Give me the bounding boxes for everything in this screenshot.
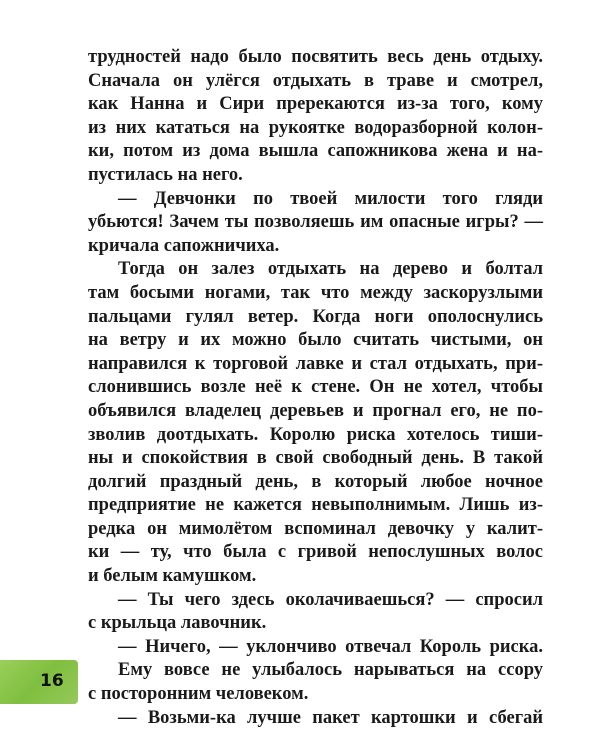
text-line: направился к торговой лавке и стал отдыхать, при- [88,353,543,374]
text-line: долгий праздный день, в который любое ночное [88,471,543,492]
text-line: — Ты чего здесь околачиваешься? — спросил [118,589,543,610]
text-line: и белым камушком. [88,566,257,587]
text-line: редка он мимолётом вспоминал девочку у калит- [88,518,543,539]
text-line: с посторонним человеком. [88,684,309,705]
text-line: там босыми ногами, так что между заскорузлыми [88,282,543,303]
text-line: объявился владелец деревьев и прогнал его, не по- [88,400,543,421]
page-number: 16 [40,671,64,691]
text-line: кричала сапожничиха. [88,235,280,256]
text-line: ки, потом из дома вышла сапожникова жена и на- [88,141,543,162]
text-line: на ветру и их можно было считать чистыми, он [88,330,543,351]
text-line: как Нанна и Сири пререкаются из-за того, кому [88,94,543,115]
page-number-badge [0,660,78,704]
text-line: убьются! Зачем ты позволяешь им опасные игры? — [88,212,543,233]
page-text [88,46,543,730]
text-line: с крыльца лавочник. [88,613,267,634]
text-line: из них кататься на рукоятке водоразборной колон- [88,117,543,138]
text-line: Сначала он улёгся отдыхать в траве и смотрел, [88,70,543,91]
text-line: слонившись возле неё к стене. Он не хотел, чтобы [88,377,543,398]
text-line: Тогда он залез отдыхать на дерево и болтал [118,259,543,280]
text-line: — Ничего, — уклончиво отвечал Король риска. [118,636,543,657]
text-line: предприятие не кажется невыполнимым. Лишь из- [88,495,543,516]
text-line: трудностей надо было посвятить весь день отдыху. [88,47,543,67]
text-line: Ему вовсе не улыбалось нарываться на ссору [118,660,543,681]
text-line: ны и спокойствия в свой свободный день. В такой [88,448,543,469]
text-line: зволив доотдыхать. Королю риска хотелось тиши- [88,424,543,445]
text-line: пустилась на него. [88,164,243,185]
text-line: ки — ту, что была с гривой непослушных волос [88,542,543,563]
text-line: — Девчонки по твоей милости того гляди [118,188,543,209]
text-line: пальцами гулял ветер. Когда ноги ополоснулись [88,306,543,327]
text-line: — Возьми-ка лучше пакет картошки и сбегай [118,707,543,728]
